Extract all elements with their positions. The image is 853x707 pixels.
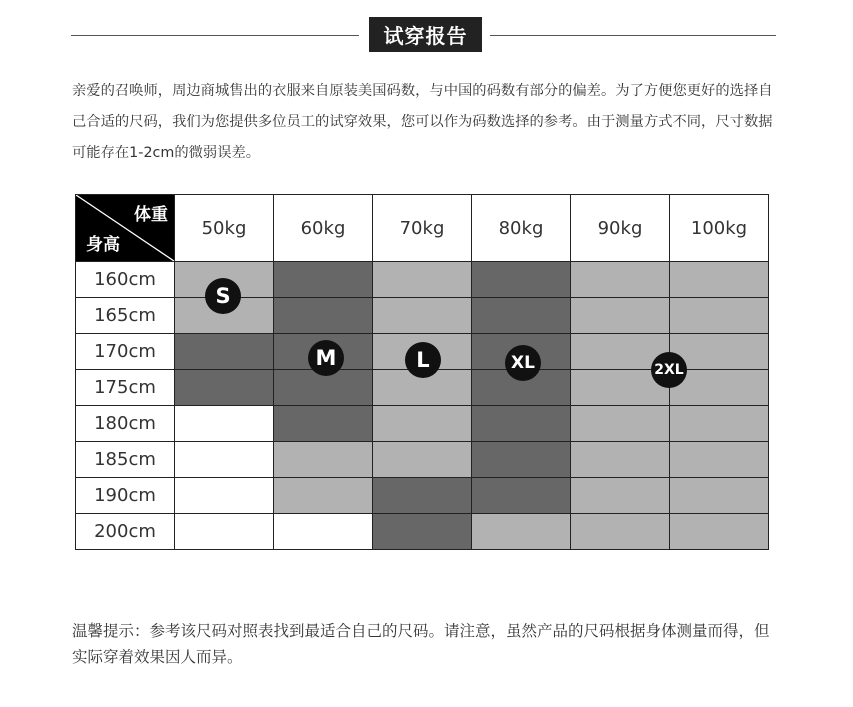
size-cell: [274, 478, 373, 514]
size-cell: [373, 514, 472, 550]
height-label-cell: 175cm: [76, 370, 175, 406]
weight-header-cell: 100kg: [670, 195, 769, 262]
height-row: [76, 514, 769, 550]
size-cell: [274, 406, 373, 442]
size-badge-l: L: [405, 342, 441, 378]
size-cell: [472, 298, 571, 334]
height-label-cell: 180cm: [76, 406, 175, 442]
height-row: [76, 262, 769, 298]
size-cell: [472, 514, 571, 550]
size-cell: [373, 262, 472, 298]
height-label-cell: 170cm: [76, 334, 175, 370]
size-cell: [670, 442, 769, 478]
weight-header-cell: 70kg: [373, 195, 472, 262]
height-label-cell: 200cm: [76, 514, 175, 550]
tip-paragraph: 温馨提示：参考该尺码对照表找到最适合自己的尺码。请注意，虽然产品的尺码根据身体测量而得，但实际穿着效果因人而异。: [72, 622, 770, 666]
weight-header-cell: 90kg: [571, 195, 670, 262]
corner-weight-label: 体重: [134, 205, 168, 225]
weight-header-cell: 60kg: [274, 195, 373, 262]
size-cell: [175, 442, 274, 478]
size-cell: [373, 478, 472, 514]
size-cell: [175, 370, 274, 406]
intro-paragraph: 亲爱的召唤师，周边商城售出的衣服来自原装美国码数，与中国的码数有部分的偏差。为了方便您更好的选择自己合适的尺码，我们为您提供多位员工的试穿效果，您可以作为码数选择的参考。由于测量方式不同，尺寸数据可能存在1-2cm的微弱误差。: [72, 83, 773, 161]
size-cell: [274, 262, 373, 298]
size-cell: [373, 406, 472, 442]
size-cell: [472, 406, 571, 442]
header-rule-right: [490, 35, 776, 36]
size-badge-xl: XL: [505, 345, 541, 381]
size-cell: [670, 478, 769, 514]
size-cell: [571, 406, 670, 442]
height-label-cell: 185cm: [76, 442, 175, 478]
weight-header-cell: 80kg: [472, 195, 571, 262]
size-cell: [175, 406, 274, 442]
height-label-cell: 160cm: [76, 262, 175, 298]
size-cell: [670, 406, 769, 442]
size-cell: [571, 478, 670, 514]
corner-header-cell: [76, 195, 175, 262]
size-cell: [571, 442, 670, 478]
header-rule-left: [71, 35, 359, 36]
size-cell: [274, 442, 373, 478]
size-badge-s: S: [205, 278, 241, 314]
size-badge-m: M: [308, 340, 344, 376]
height-row: [76, 298, 769, 334]
size-cell: [472, 262, 571, 298]
size-cell: [670, 262, 769, 298]
corner-height-label: 身高: [86, 235, 120, 255]
height-label-cell: 190cm: [76, 478, 175, 514]
size-cell: [274, 514, 373, 550]
size-cell: [175, 478, 274, 514]
size-cell: [571, 298, 670, 334]
size-chart-body: [76, 262, 769, 550]
height-row: [76, 478, 769, 514]
size-cell: [472, 478, 571, 514]
size-cell: [373, 442, 472, 478]
size-cell: [373, 298, 472, 334]
size-cell: [472, 442, 571, 478]
height-row: [76, 442, 769, 478]
size-cell: [670, 514, 769, 550]
size-cell: [274, 298, 373, 334]
page-title: 试穿报告: [369, 17, 482, 52]
weight-header-cell: 50kg: [175, 195, 274, 262]
size-cell: [571, 514, 670, 550]
height-label-cell: 165cm: [76, 298, 175, 334]
size-cell: [175, 334, 274, 370]
size-cell: [175, 514, 274, 550]
size-cell: [670, 298, 769, 334]
height-row: [76, 406, 769, 442]
size-badge-2xl: 2XL: [651, 352, 687, 388]
weight-header-row: [76, 195, 769, 262]
size-cell: [571, 262, 670, 298]
